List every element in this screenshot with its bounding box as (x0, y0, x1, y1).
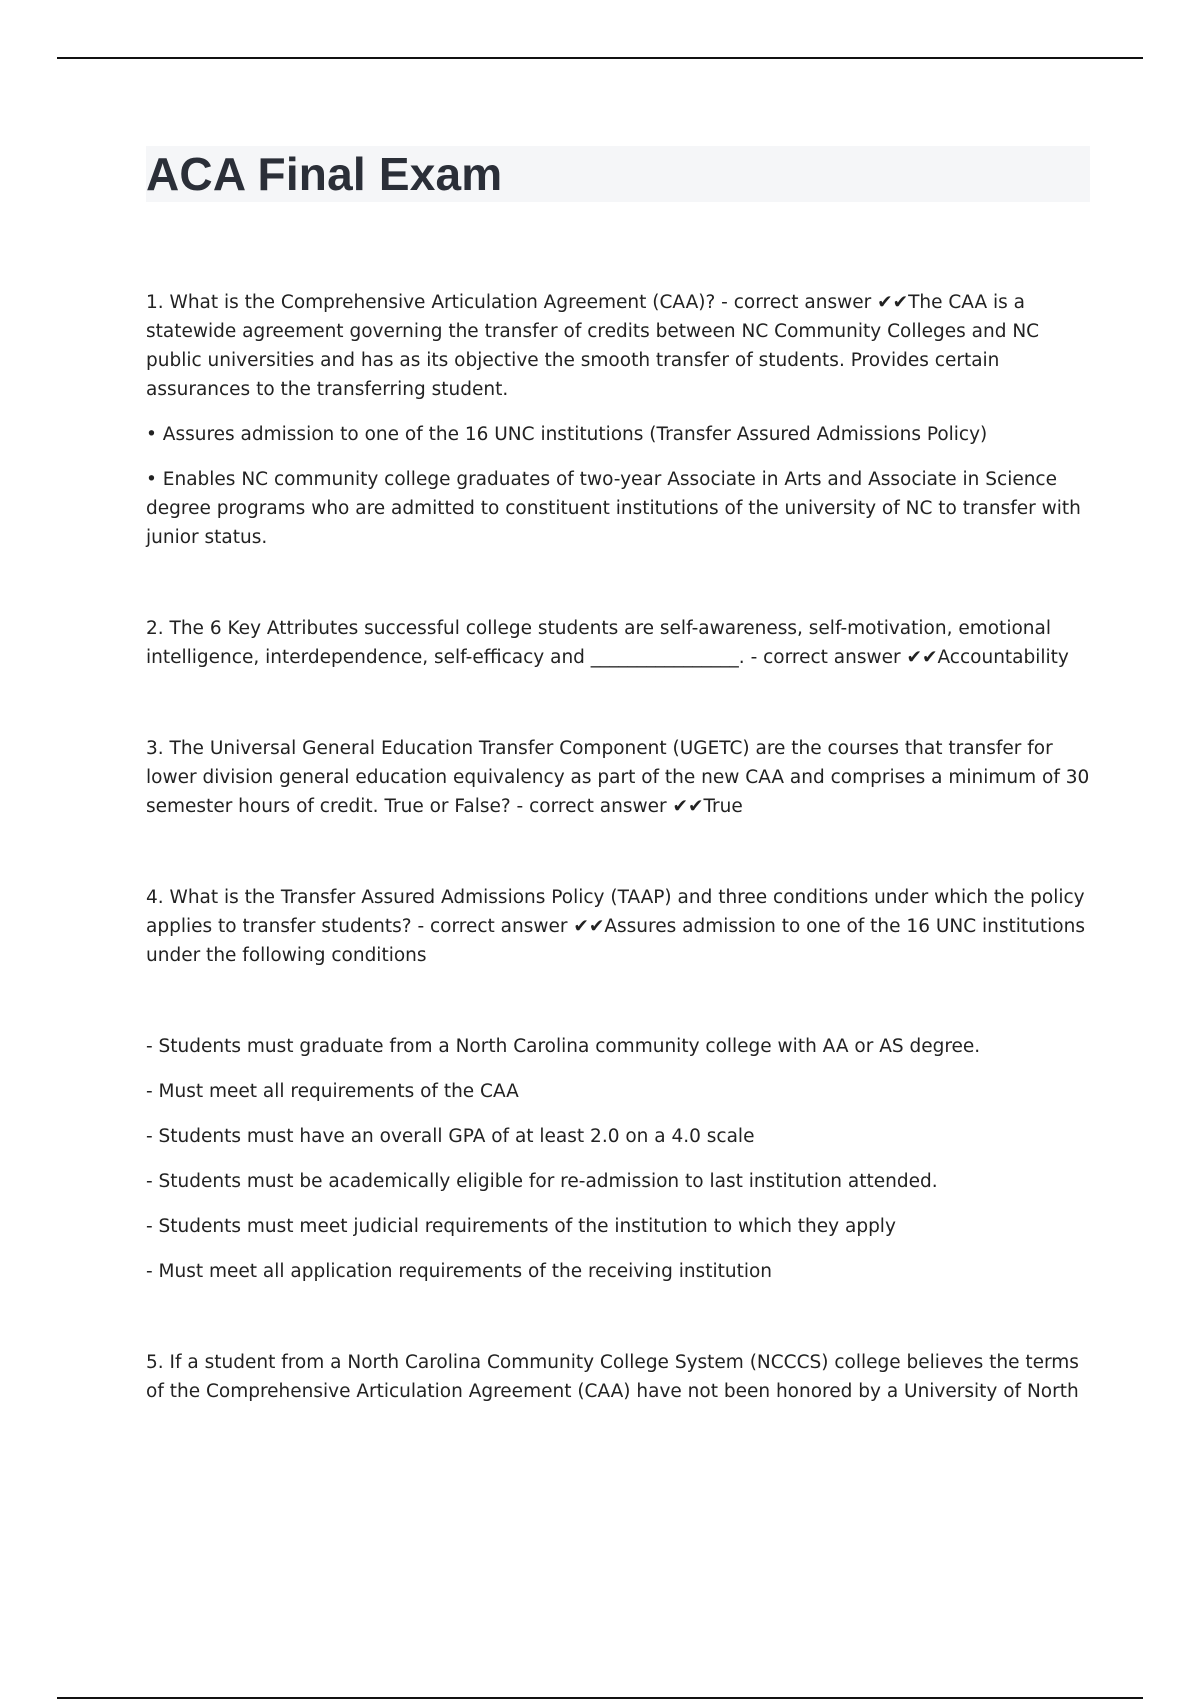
question-1-bullet-2: • Enables NC community college graduates of two-year Associate in Arts and Associate in Science degree programs who are admitted to constituent institutions of the university of NC to transfer with junior status. (146, 469, 1081, 548)
question-3: 3. The Universal General Education Transfer Component (UGETC) are the courses that transfer for lower division general education equivalency as part of the new CAA and comprises a minimum of 30 semester hours of credit. True or False? - correct answer ✔✔True (146, 738, 1090, 817)
question-1-bullet-1: • Assures admission to one of the 16 UNC institutions (Transfer Assured Admissions Policy) (146, 424, 988, 445)
title-bar (146, 146, 1090, 202)
top-rule (57, 57, 1143, 59)
question-1: 1. What is the Comprehensive Articulation Agreement (CAA)? - correct answer ✔✔The CAA is a statewide agreement governing the transfer of credits between NC Community Colleges and NC public universities and has as its objective the smooth transfer of students. Provides certain assurances to the transferring student. (146, 292, 1040, 400)
question-2: 2. The 6 Key Attributes successful college students are self-awareness, self-motivation, emotional intelligence, interdependence, self-efficacy and ________________. - correct answer ✔✔Accountability (146, 618, 1069, 668)
question-4-condition-1: - Students must graduate from a North Carolina community college with AA or AS degree. (146, 1036, 981, 1057)
question-4-condition-3: - Students must have an overall GPA of at least 2.0 on a 4.0 scale (146, 1126, 755, 1147)
question-4: 4. What is the Transfer Assured Admissions Policy (TAAP) and three conditions under which the policy applies to transfer students? - correct answer ✔✔Assures admission to one of the 16 UNC institutions under the following conditions (146, 887, 1085, 966)
question-4-condition-2: - Must meet all requirements of the CAA (146, 1081, 519, 1102)
document-title: ACA Final Exam (146, 148, 503, 200)
question-4-condition-5: - Students must meet judicial requirements of the institution to which they apply (146, 1216, 896, 1237)
bottom-rule (57, 1697, 1143, 1699)
question-4-condition-4: - Students must be academically eligible for re-admission to last institution attended. (146, 1171, 938, 1192)
document-page (146, 146, 1090, 1406)
question-5: 5. If a student from a North Carolina Community College System (NCCCS) college believes the terms of the Comprehensive Articulation Agreement (CAA) have not been honored by a University of North (146, 1352, 1079, 1402)
question-4-condition-6: - Must meet all application requirements of the receiving institution (146, 1261, 773, 1282)
